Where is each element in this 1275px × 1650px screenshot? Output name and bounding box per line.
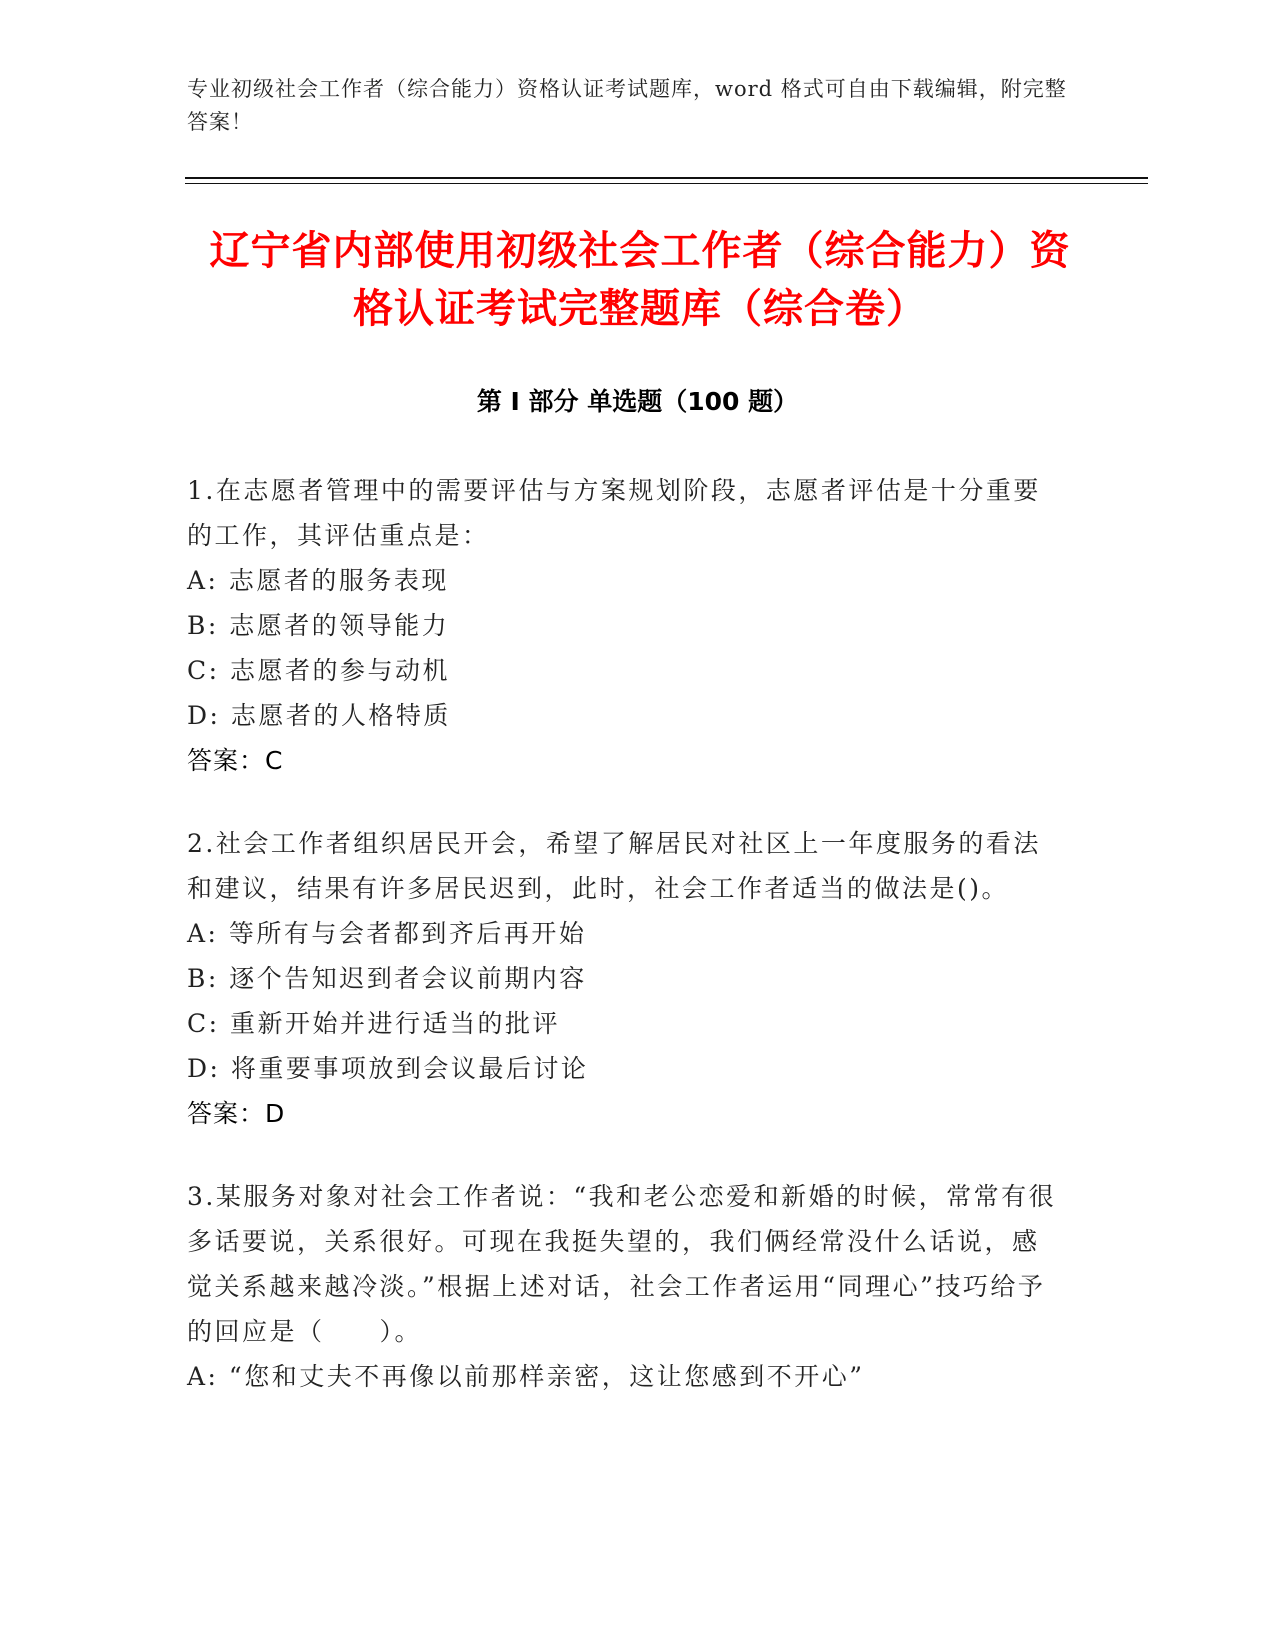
option-c: C: 志愿者的参与动机 [187, 656, 450, 685]
option-d: D: 将重要事项放到会议最后讨论 [187, 1054, 589, 1083]
option-b: B: 志愿者的领导能力 [187, 611, 450, 640]
question-stem: 1.在志愿者管理中的需要评估与方案规划阶段，志愿者评估是十分重要的工作，其评估重点是： [187, 476, 1041, 550]
question-stem: 3.某服务对象对社会工作者说：“我和老公恋爱和新婚的时候，常常有很多话要说，关系很好。可现在我挺失望的，我们俩经常没什么话说，感觉关系越来越冷淡。”根据上述对话，社会工作者运用“同理心”技巧给予的回应是（ ）。 [187, 1182, 1057, 1346]
question-1 [187, 468, 1057, 783]
question-stem: 2.社会工作者组织居民开会，希望了解居民对社区上一年度服务的看法和建议，结果有许多居民迟到，此时，社会工作者适当的做法是()。 [187, 829, 1041, 903]
header-rule-thick [185, 177, 1148, 179]
answer: 答案：D [187, 1099, 286, 1128]
question-3 [187, 1174, 1057, 1399]
option-a: A: “您和丈夫不再像以前那样亲密，这让您感到不开心” [187, 1362, 865, 1391]
document-title: 辽宁省内部使用初级社会工作者（综合能力）资格认证考试完整题库（综合卷） [209, 228, 1071, 332]
header-rule-thin [185, 183, 1148, 184]
answer: 答案：C [187, 746, 284, 775]
section-title: 第 I 部分 单选题（100 题） [476, 387, 799, 416]
option-c: C: 重新开始并进行适当的批评 [187, 1009, 560, 1038]
question-2 [187, 821, 1057, 1136]
option-b: B: 逐个告知迟到者会议前期内容 [187, 964, 587, 993]
question-list [187, 468, 1057, 1437]
header-note: 专业初级社会工作者（综合能力）资格认证考试题库，word 格式可自由下载编辑，附完整答案！ [187, 77, 1067, 134]
option-a: A: 等所有与会者都到齐后再开始 [187, 919, 587, 948]
option-d: D: 志愿者的人格特质 [187, 701, 451, 730]
option-a: A: 志愿者的服务表现 [187, 566, 449, 595]
